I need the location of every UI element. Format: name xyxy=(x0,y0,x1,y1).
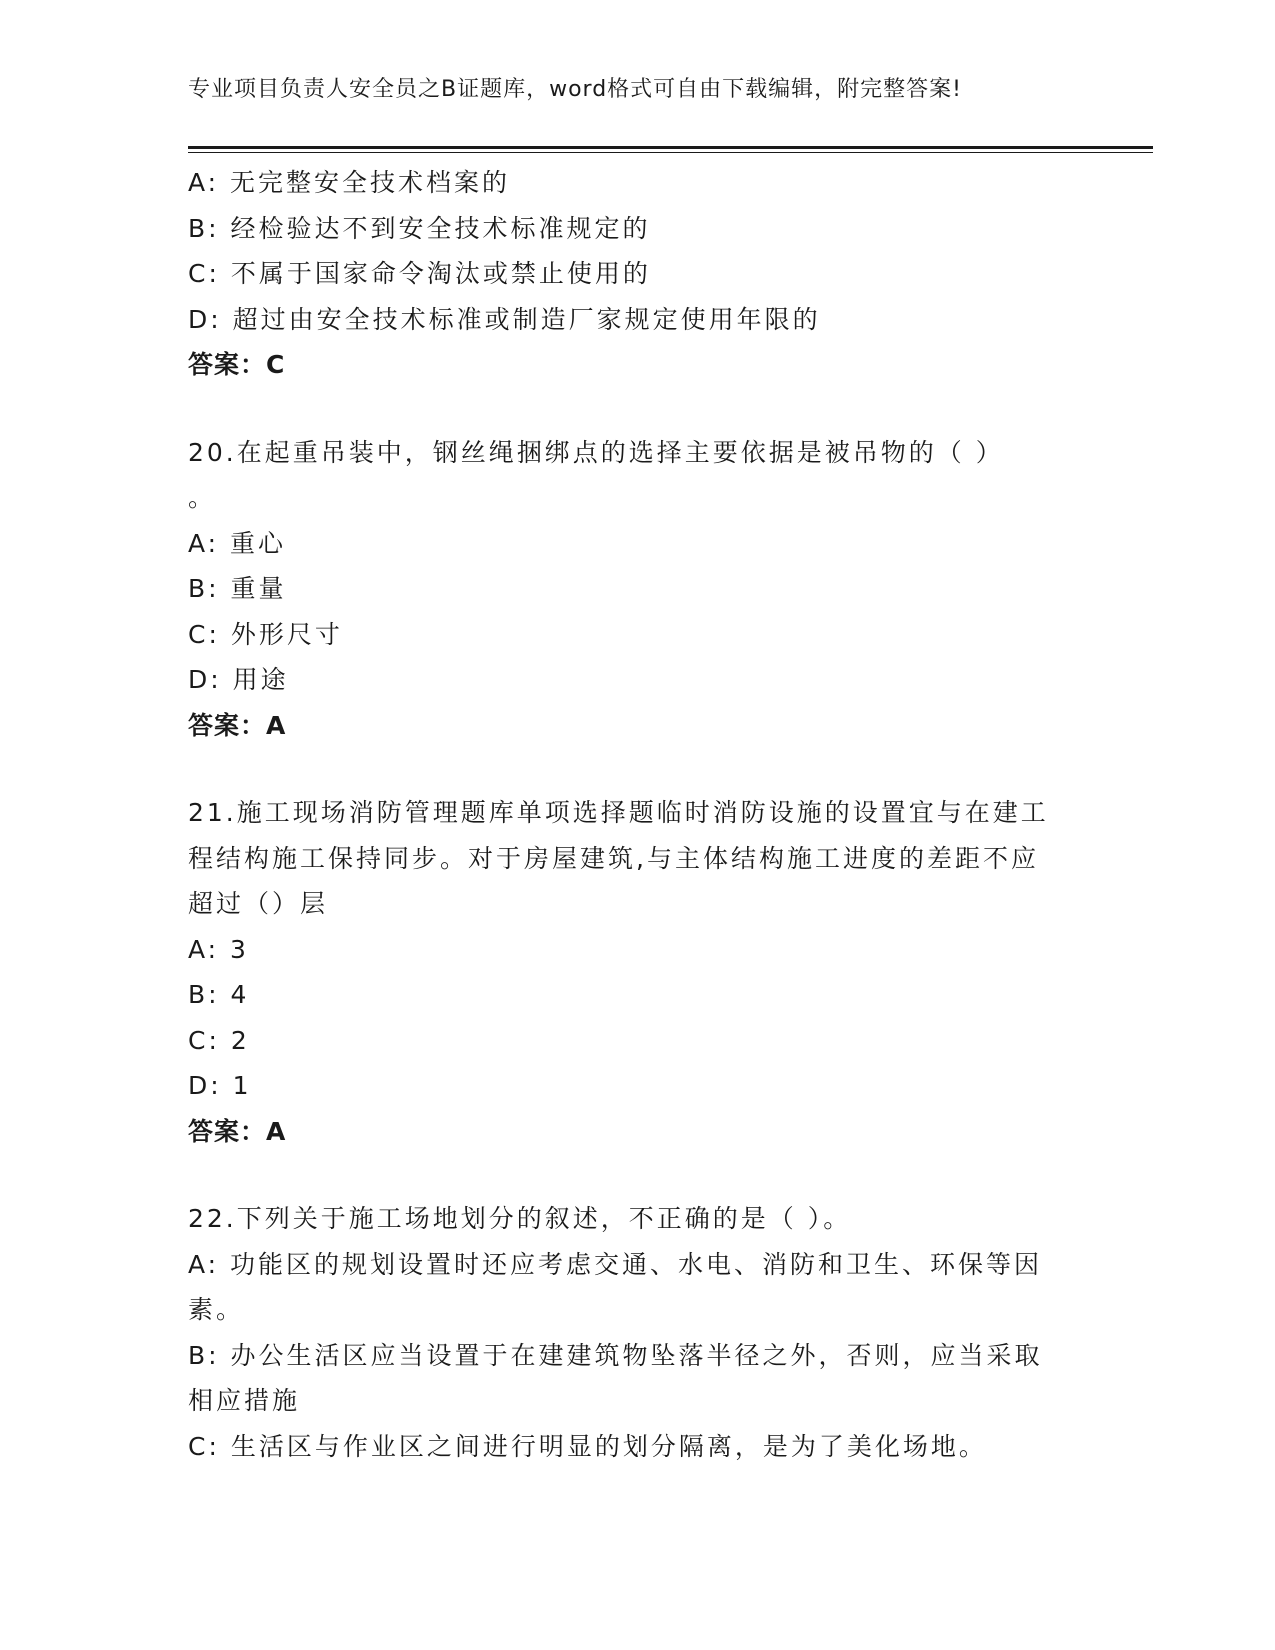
option-b: B: 办公生活区应当设置于在建建筑物坠落半径之外，否则，应当采取 xyxy=(188,1340,1043,1370)
answer: 答案：A xyxy=(188,710,287,740)
spacer xyxy=(188,388,1068,430)
question-21 xyxy=(188,790,1068,1154)
spacer xyxy=(188,1154,1068,1196)
answer: 答案：A xyxy=(188,1116,287,1146)
option-a-continued: 素。 xyxy=(188,1295,245,1324)
option-c: C: 外形尺寸 xyxy=(188,619,343,649)
answer: 答案：C xyxy=(188,350,286,379)
option-a: A: 重心 xyxy=(188,528,287,558)
option-c: C: 2 xyxy=(188,1025,250,1055)
option-a: A: 无完整安全技术档案的 xyxy=(188,168,511,197)
question-list xyxy=(188,160,1068,1469)
option-d: D: 超过由安全技术标准或制造厂家规定使用年限的 xyxy=(188,304,821,334)
question-22 xyxy=(188,1196,1068,1469)
question-stem: 21.施工现场消防管理题库单项选择题临时消防设施的设置宜与在建工 xyxy=(188,798,1049,827)
question-stem: 超过（）层 xyxy=(188,889,329,918)
option-b: B: 重量 xyxy=(188,574,287,603)
option-d: D: 1 xyxy=(188,1071,252,1100)
question-19 xyxy=(188,160,1068,388)
option-a: A: 3 xyxy=(188,934,249,964)
question-stem: 22.下列关于施工场地划分的叙述，不正确的是（ ）。 xyxy=(188,1204,852,1233)
question-stem: 。 xyxy=(188,483,217,512)
option-d: D: 用途 xyxy=(188,665,289,694)
question-stem: 程结构施工保持同步。对于房屋建筑,与主体结构施工进度的差距不应 xyxy=(188,843,1039,873)
header-rule-thin xyxy=(188,152,1153,153)
option-c: C: 生活区与作业区之间进行明显的划分隔离，是为了美化场地。 xyxy=(188,1431,987,1461)
header-rule-thick xyxy=(188,146,1153,149)
option-b: B: 4 xyxy=(188,980,250,1009)
question-20 xyxy=(188,430,1068,749)
page-header: 专业项目负责人安全员之B证题库，word格式可自由下载编辑，附完整答案! xyxy=(188,77,962,102)
option-b: B: 经检验达不到安全技术标准规定的 xyxy=(188,213,651,243)
option-c: C: 不属于国家命令淘汰或禁止使用的 xyxy=(188,259,651,288)
spacer xyxy=(188,748,1068,790)
option-b-continued: 相应措施 xyxy=(188,1386,301,1415)
option-a: A: 功能区的规划设置时还应考虑交通、水电、消防和卫生、环保等因 xyxy=(188,1249,1043,1279)
question-stem: 20.在起重吊装中，钢丝绳捆绑点的选择主要依据是被吊物的（ ） xyxy=(188,437,1004,467)
